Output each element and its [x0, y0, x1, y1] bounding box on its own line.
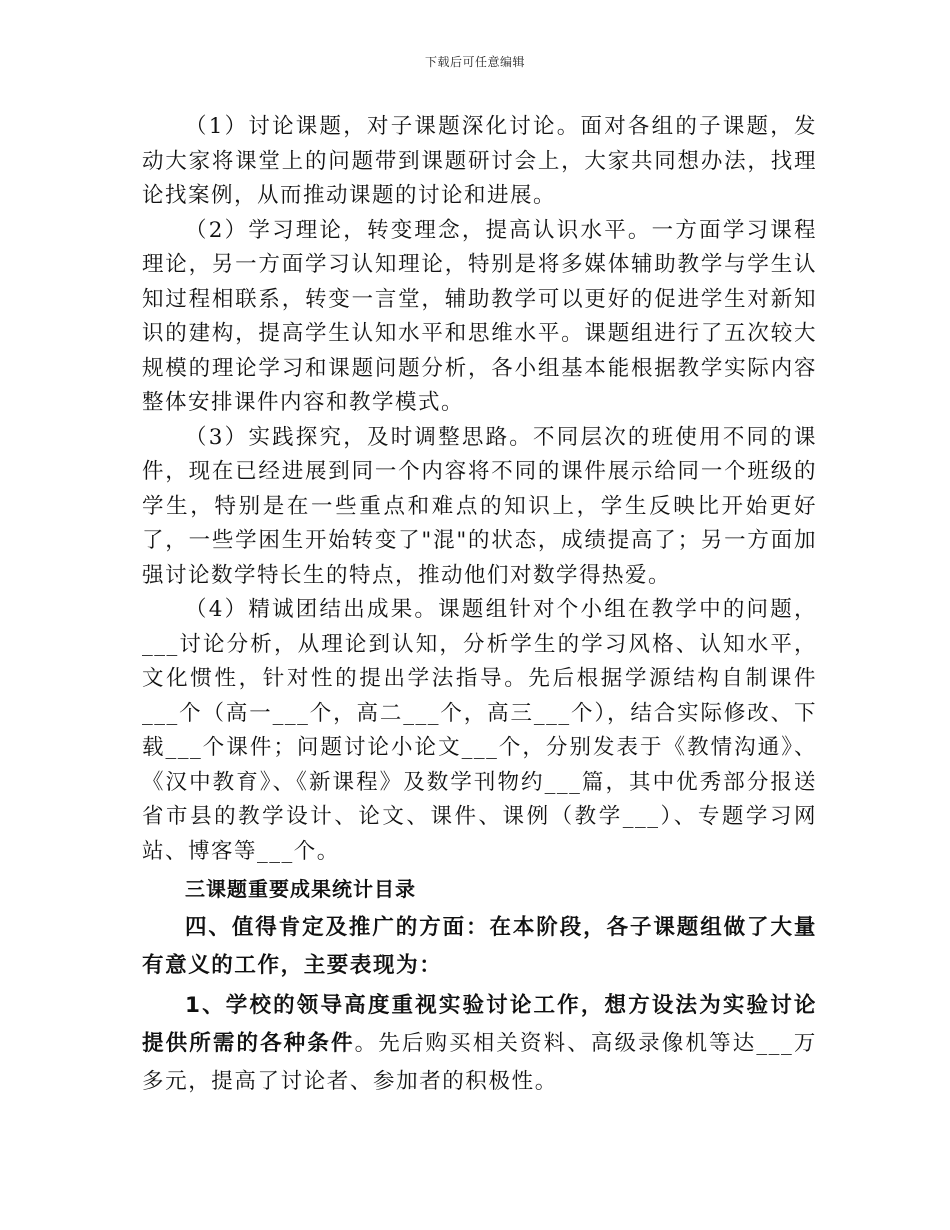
section-4-heading: 四、值得肯定及推广的方面：在本阶段，各子课题组做了大量有意义的工作，主要表现为：: [142, 915, 817, 978]
paragraph-1: （1）讨论课题，对子课题深化讨论。面对各组的子课题，发动大家将课堂上的问题带到课题研讨会上，大家共同想办法，找理论找案例，从而推动课题的讨论和进展。: [142, 114, 817, 208]
item-1-bold-lead: 1、学校的领导高度重视实验讨论工作，想方设法为实验讨论提供所需的各种条件: [142, 993, 817, 1056]
document-body: [142, 110, 817, 1101]
paragraph-4: （4）精诚团结出成果。课题组针对个小组在教学中的问题，___讨论分析，从理论到认知，分析学生的学习风格、认知水平，文化惯性，针对性的提出学法指导。先后根据学源结构自制课件___个（高一___个，高二___个，高三___个），结合实际修改、下载___个课件；问题讨论小论文___个，分别发表于《教情沟通》、《汉中教育》、《新课程》及数学刊物约___篇，其中优秀部分报送省市县的教学设计、论文、课件、课例（教学___）、专题学习网站、博客等___个。: [142, 597, 817, 864]
item-1-paragraph: [142, 987, 817, 1101]
paragraph-3: （3）实践探究，及时调整思路。不同层次的班使用不同的课件，现在已经进展到同一个内容将不同的课件展示给同一个班级的学生，特别是在一些重点和难点的知识上，学生反映比开始更好了，一些学困生开始转变了"混"的状态，成绩提高了；另一方面加强讨论数学特长生的特点，推动他们对数学得热爱。: [142, 424, 817, 588]
page-header: 下载后可任意编辑: [424, 55, 525, 69]
item-1-detail: 。先后购买相关资料、高级录像机等达___万多元，提高了讨论者、参加者的积极性。: [142, 1031, 817, 1094]
section-3-heading: 三课题重要成果统计目录: [185, 877, 416, 901]
paragraph-2: （2）学习理论，转变理念，提高认识水平。一方面学习课程理论，另一方面学习认知理论，特别是将多媒体辅助教学与学生认知过程相联系，转变一言堂，辅助教学可以更好的促进学生对新知识的建构，提高学生认知水平和思维水平。课题组进行了五次较大规模的理论学习和课题问题分析，各小组基本能根据教学实际内容整体安排课件内容和教学模式。: [142, 217, 817, 415]
